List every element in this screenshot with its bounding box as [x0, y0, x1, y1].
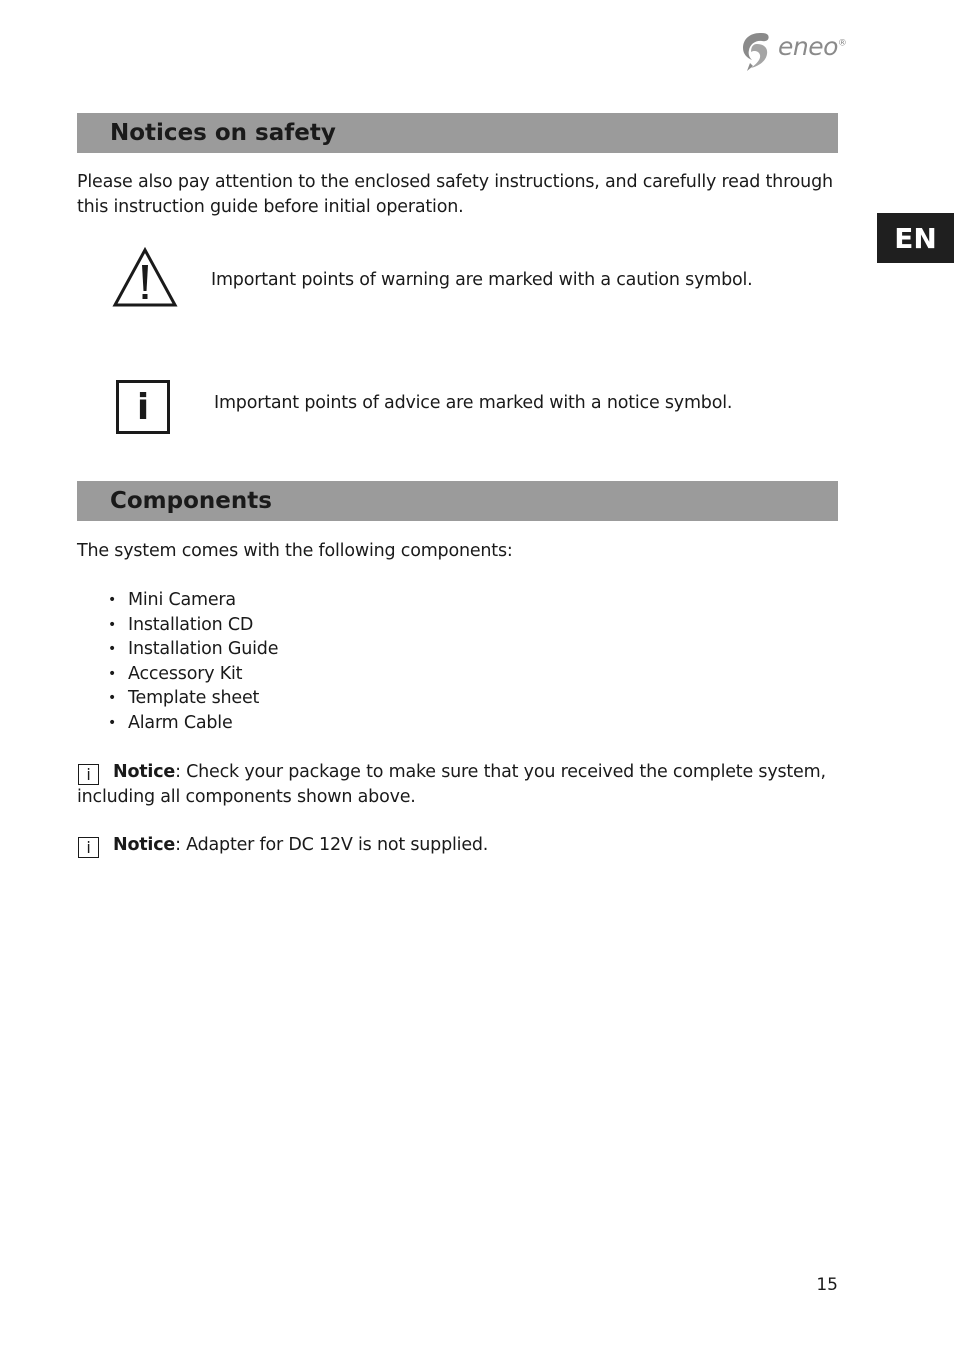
section-heading-safety: Notices on safety — [77, 113, 838, 153]
list-item: • Template sheet — [108, 686, 278, 711]
safety-intro-paragraph: Please also pay attention to the enclosed safety instructions, and carefully read through this instruction guide before initial operation. — [77, 172, 833, 217]
list-item: • Mini Camera — [108, 588, 278, 613]
notice-label: Notice — [113, 762, 176, 782]
notice-info-icon: i — [78, 837, 99, 858]
bullet-icon: • — [108, 714, 117, 731]
section-heading-components: Components — [77, 481, 838, 521]
eneo-swirl-icon — [740, 30, 776, 72]
bullet-icon: • — [108, 690, 117, 707]
notice-adapter — [77, 833, 838, 858]
components-list — [108, 588, 278, 736]
bullet-icon: • — [108, 641, 117, 658]
page-number: 15 — [816, 1275, 838, 1295]
list-item: • Alarm Cable — [108, 711, 278, 736]
bullet-icon: • — [108, 665, 117, 682]
list-item: • Accessory Kit — [108, 662, 278, 687]
notice-info-icon: i — [78, 764, 99, 785]
notice-info-icon: i — [116, 380, 170, 434]
eneo-logo — [740, 30, 847, 72]
bullet-icon: • — [108, 616, 117, 633]
notice-package-check — [77, 760, 838, 810]
advice-explanation-text: Important points of advice are marked with a notice symbol. — [214, 393, 733, 413]
list-item: • Installation Guide — [108, 637, 278, 662]
components-intro-paragraph: The system comes with the following components: — [77, 541, 513, 561]
warning-explanation-text: Important points of warning are marked with a caution symbol. — [211, 270, 753, 290]
notice-text: : Check your package to make sure that you received the complete system, including all components shown above. — [77, 762, 826, 807]
logo-wordmark: eneo® — [778, 32, 847, 61]
notice-text: : Adapter for DC 12V is not supplied. — [175, 835, 489, 855]
notice-label: Notice — [113, 835, 176, 855]
language-tab: EN — [877, 213, 954, 263]
bullet-icon: • — [108, 592, 117, 608]
list-item: • Installation CD — [108, 613, 278, 638]
caution-triangle-icon — [112, 247, 178, 308]
